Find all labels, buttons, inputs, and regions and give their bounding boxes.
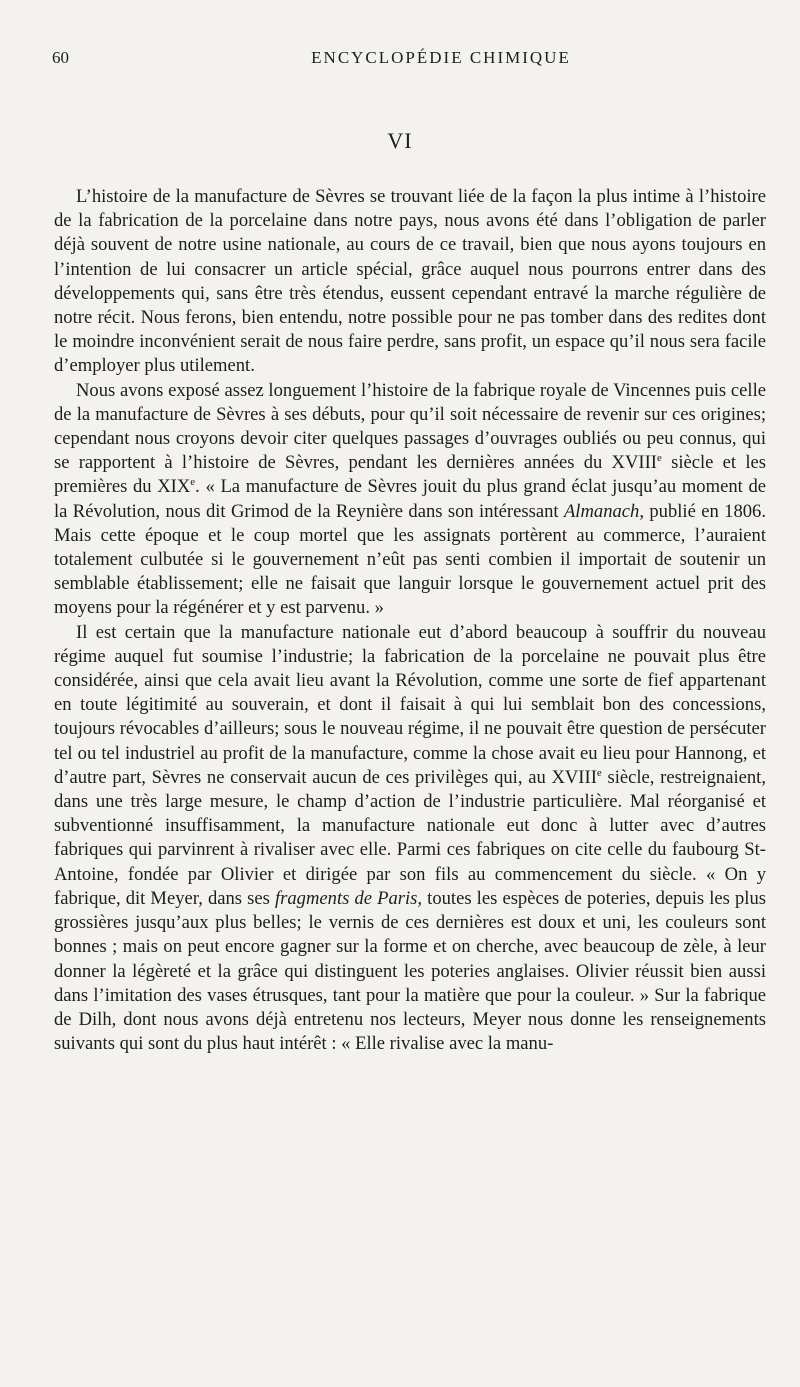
page-number: 60 bbox=[52, 48, 69, 67]
section-heading: VI bbox=[387, 128, 413, 153]
superscript: e bbox=[596, 766, 602, 779]
italic-title: fragments de Paris, bbox=[274, 887, 423, 909]
paragraph-2: Nous avons exposé assez longuement l’histoire de la fabrique royale de Vincennes puis celle de la manufacture de Sèvres à ses débuts, pour qu’il soit nécessaire de revenir sur ces origines; cependant nous croyons devoir citer quelques passages d’ouvrages oubliés ou peu connus, qui se rapportent à l’histoire de Sèvres, pendant les dernières années du XVIIIe siècle et les premières du XIXe. « La manufacture de Sèvres jouit du plus grand éclat jusqu’au moment de la Révolution, nous dit Grimod de la Reynière dans son intéressant Almanach, publié en 1806. Mais cette époque et le coup mortel que les assignats portèrent au commerce, l’auraient totalement culbutée si le gouvernement n’eût pas senti combien il importait de soutenir un semblable établissement; elle ne faisait que languir lorsque le gouvernement actuel prit des moyens pour la régénérer et y est parvenu. » bbox=[54, 379, 766, 619]
superscript: e bbox=[656, 452, 662, 465]
italic-title: Almanach, bbox=[563, 500, 644, 522]
paragraph-1: L’histoire de la manufacture de Sèvres se trouvant liée de la façon la plus intime à l’histoire de la fabrication de la porcelaine dans notre pays, nous avons été dans l’obligation de parler déjà souvent de notre usine nationale, au cours de ce travail, bien que nous ayons toujours en l’intention de lui consacrer un article spécial, grâce auquel nous pourrons entrer dans des développements qui, sans être très étendus, eussent cependant entravé la marche régulière de notre récit. Nous ferons, bien entendu, notre possible pour ne pas tomber dans des redites dont le moindre inconvénient serait de nous faire perdre, sans profit, un espace qu’il nous sera facile d’employer plus utilement. bbox=[54, 186, 766, 377]
body-text bbox=[54, 185, 766, 1056]
running-title: ENCYCLOPÉDIE CHIMIQUE bbox=[311, 48, 571, 67]
paragraph-3: Il est certain que la manufacture nationale eut d’abord beaucoup à souffrir du nouveau régime auquel fut soumise l’industrie; la fabrication de la porcelaine ne pouvait plus être considérée, ainsi que cela avait lieu avant la Révolution, comme une sorte de fief appartenant en toute légitimité au souverain, et dont il faisait à qui lui semblait bon des concessions, toujours révocables d’ailleurs; sous le nouveau régime, il ne pouvait être question de persécuter tel ou tel industriel au profit de la manufacture, comme la chose avait eu lieu pour Hannong, et d’autre part, Sèvres ne conservait aucun de ces privilèges qui, au XVIIIe siècle, restreignaient, dans une très large mesure, le champ d’action de l’industrie particulière. Mal réorganisé et subventionné insuffisamment, la manufacture nationale eut donc à lutter avec d’autres fabriques qui parvinrent à rivaliser avec elle. Parmi ces fabriques on cite celle du faubourg St-Antoine, fondée par Olivier et dirigée par son fils au commencement du siècle. « On y fabrique, dit Meyer, dans ses fragments de Paris, toutes les espèces de poteries, depuis les plus grossières jusqu’aux plus belles; le vernis de ces dernières est doux et uni, les couleurs sont bonnes ; mais on peut encore gagner sur la forme et on cherche, avec beaucoup de zèle, à leur donner la légèreté et la grâce qui distinguent les poteries anglaises. Olivier réussit bien aussi dans l’imitation des vases étrusques, tant pour la matière que pour la couleur. » Sur la fabrique de Dilh, dont nous avons déjà entretenu nos lecteurs, Meyer nous donne les renseignements suivants qui sont du plus haut intérêt : « Elle rivalise avec la manu- bbox=[54, 621, 766, 1055]
running-header bbox=[52, 48, 770, 74]
superscript: e bbox=[190, 476, 196, 489]
